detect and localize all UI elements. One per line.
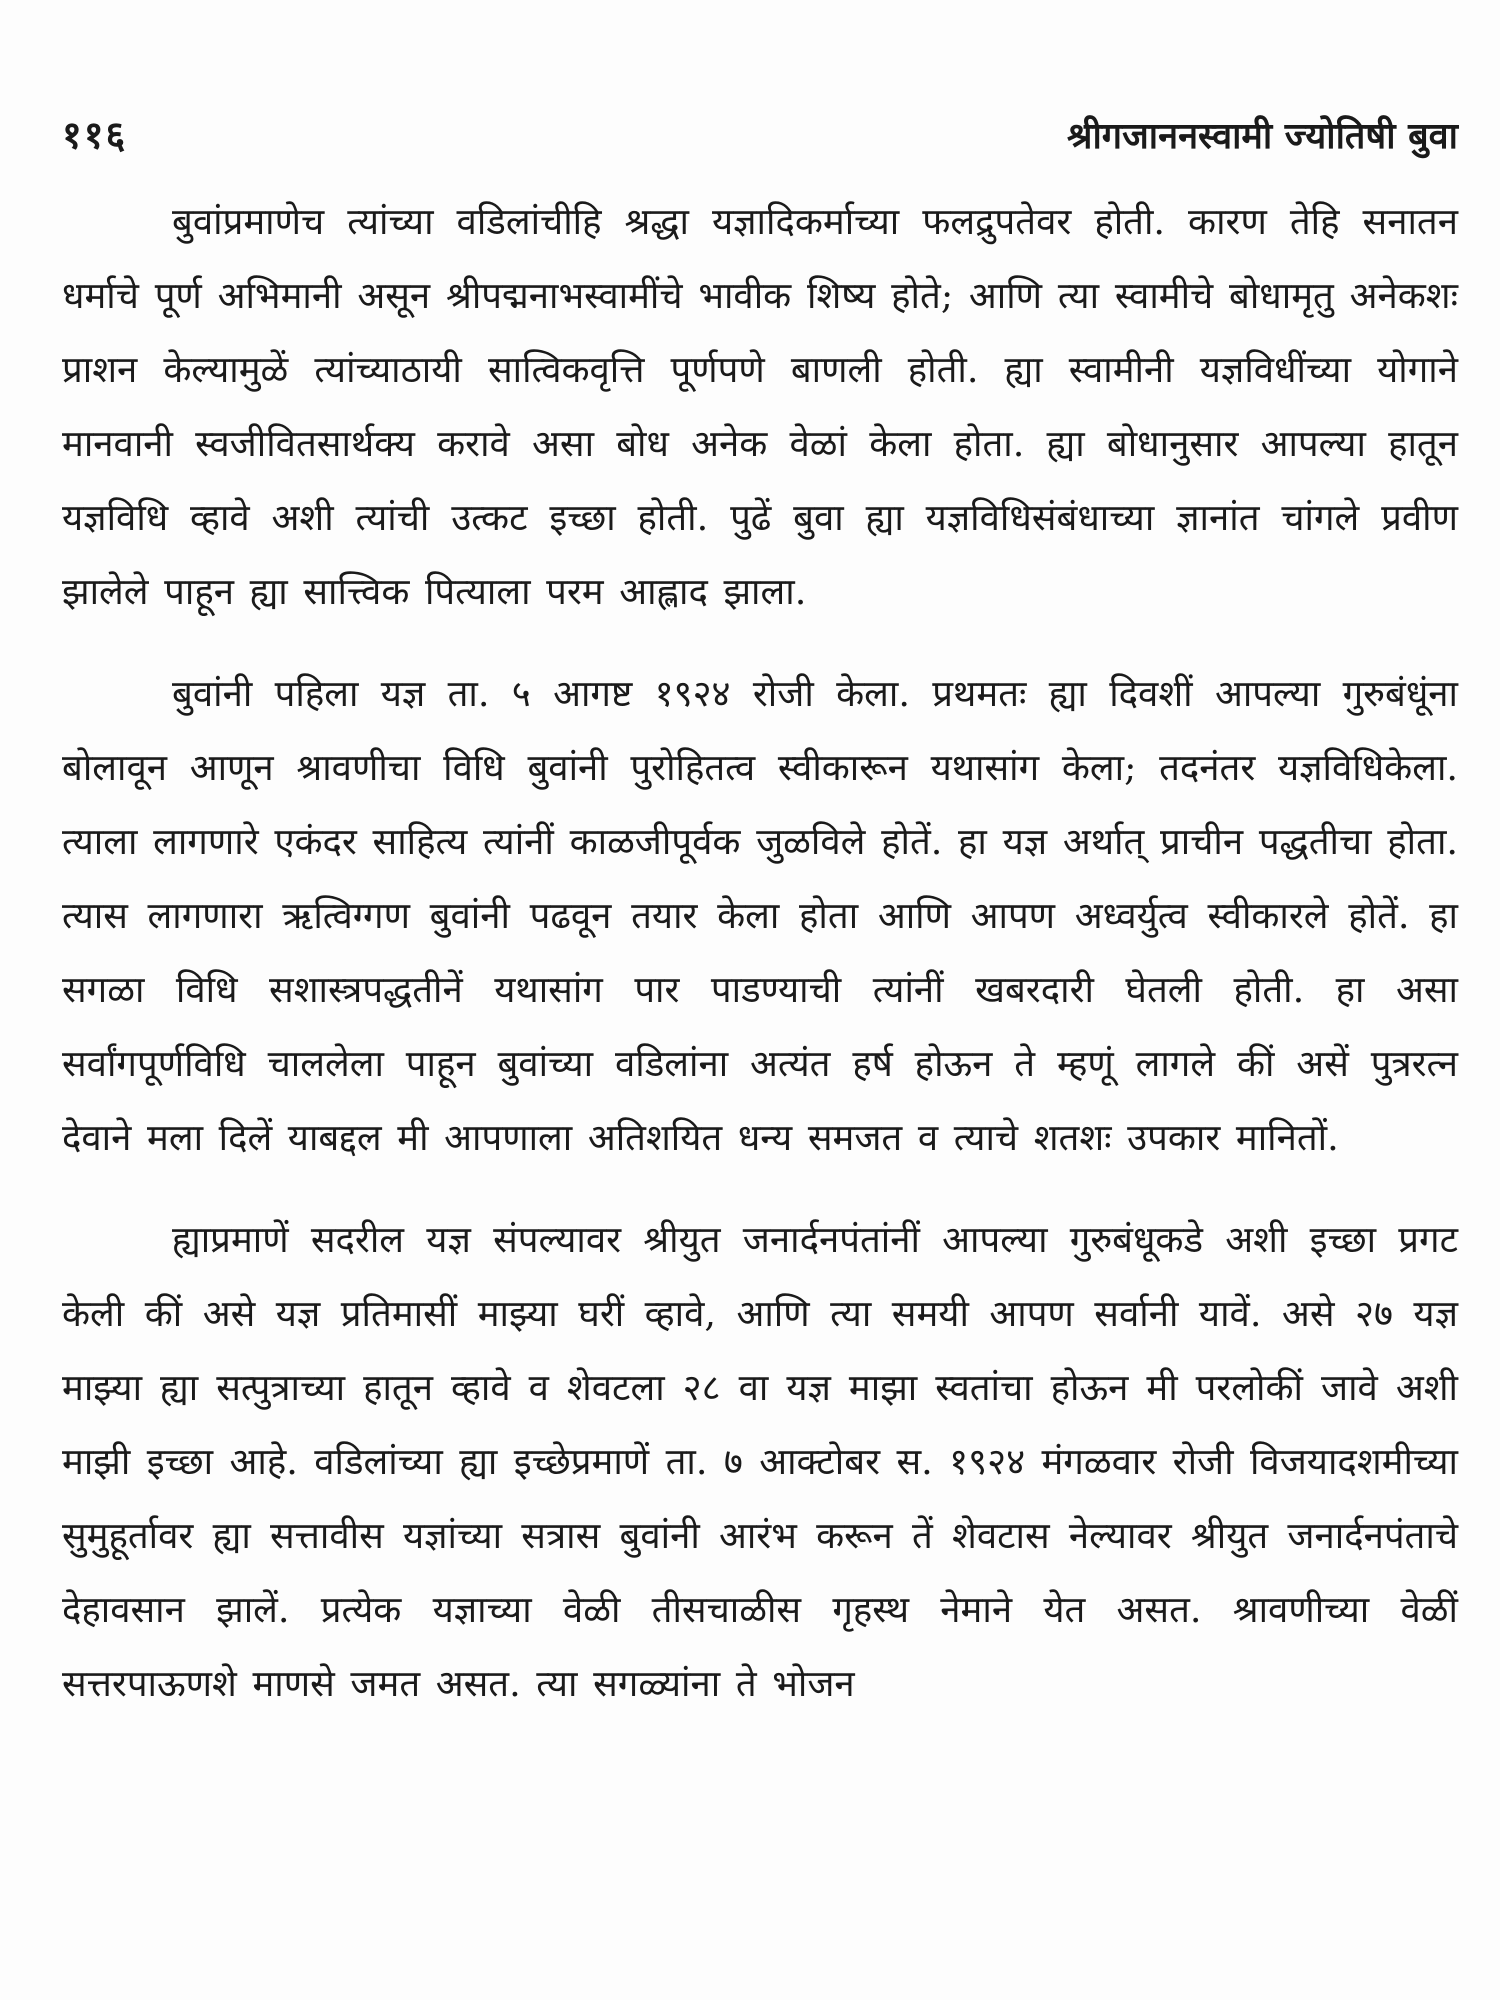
running-title: श्रीगजाननस्वामी ज्योतिषी बुवा (1066, 116, 1458, 157)
running-header (62, 108, 1458, 168)
paragraph: ह्याप्रमाणें सदरील यज्ञ संपल्यावर श्रीयुत जनार्दनपंतांनीं आपल्या गुरुबंधूकडे अशी इच्छा प्रगट केली कीं असे यज्ञ प्रतिमासीं माझ्या घरीं व्हावे, आणि त्या समयी आपण सर्वानी यावें. असे २७ यज्ञ माझ्या ह्या सत्पुत्राच्या हातून व्हावे व शेवटला २८ वा यज्ञ माझा स्वतांचा होऊन मी परलोकीं जावे अशी माझी इच्छा आहे. वडिलांच्या ह्या इच्छेप्रमाणें ता. ७ आक्टोबर स. १९२४ मंगळवार रोजी विजयादशमीच्या सुमुहूर्तावर ह्या सत्तावीस यज्ञांच्या सत्रास बुवांनी आरंभ करून तें शेवटास नेल्यावर श्रीयुत जनार्दनपंताचे देहावसान झालें. प्रत्येक यज्ञाच्या वेळी तीसचाळीस गृहस्थ नेमाने येत असत. श्रावणीच्या वेळीं सत्तरपाऊणशे माणसे जमत असत. त्या सगळ्यांना ते भोजन (62, 1218, 1458, 1705)
body-text (62, 185, 1458, 1749)
paragraph: बुवांनी पहिला यज्ञ ता. ५ आगष्ट १९२४ रोजी केला. प्रथमतः ह्या दिवशीं आपल्या गुरुबंधूंना बोलावून आणून श्रावणीचा विधि बुवांनी पुरोहितत्व स्वीकारून यथासांग केला; तदनंतर यज्ञविधिकेला. त्याला लागणारे एकंदर साहित्य त्यांनीं काळजीपूर्वक जुळविले होतें. हा यज्ञ अर्थात् प्राचीन पद्धतीचा होता. त्यास लागणारा ऋत्विग्गण बुवांनी पढवून तयार केला होता आणि आपण अध्वर्युत्व स्वीकारले होतें. हा सगळा विधि सशास्त्रपद्धतीनें यथासांग पार पाडण्याची त्यांनीं खबरदारी घेतली होती. हा असा सर्वांगपूर्णविधि चाललेला पाहून बुवांच्या वडिलांना अत्यंत हर्ष होऊन ते म्हणूं लागले कीं असें पुत्ररत्न देवाने मला दिलें याबद्दल मी आपणाला अतिशयित धन्य समजत व त्याचे शतशः उपकार मानितों. (62, 672, 1458, 1159)
page-number: ११६ (62, 113, 128, 157)
paragraph: बुवांप्रमाणेच त्यांच्या वडिलांचीहि श्रद्धा यज्ञादिकर्माच्या फलद्रुपतेवर होती. कारण तेहि सनातन धर्माचे पूर्ण अभिमानी असून श्रीपद्मनाभस्वामींचे भावीक शिष्य होते; आणि त्या स्वामीचे बोधामृतु अनेकशः प्राशन केल्यामुळें त्यांच्याठायी सात्विकवृत्ति पूर्णपणे बाणली होती. ह्या स्वामीनी यज्ञविधींच्या योगाने मानवानी स्वजीवितसार्थक्य करावे असा बोध अनेक वेळां केला होता. ह्या बोधानुसार आपल्या हातून यज्ञविधि व्हावे अशी त्यांची उत्कट इच्छा होती. पुढें बुवा ह्या यज्ञविधिसंबंधाच्या ज्ञानांत चांगले प्रवीण झालेले पाहून ह्या सात्त्विक पित्याला परम आह्लाद झाला. (62, 200, 1458, 613)
